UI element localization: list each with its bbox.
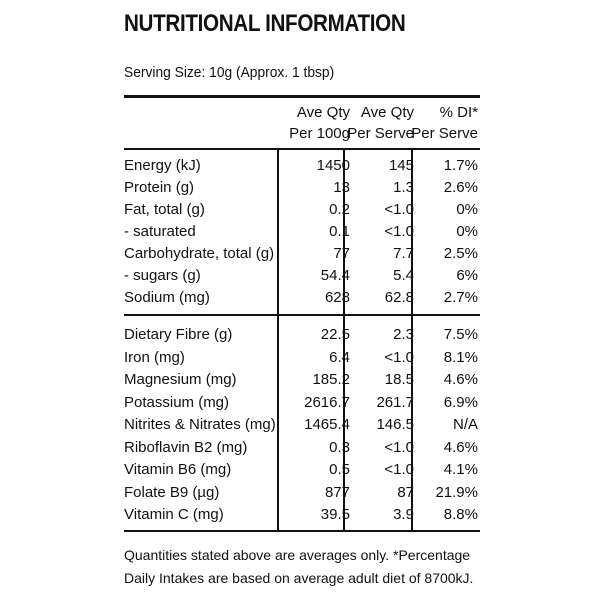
value-percent-di: 1.7% [443,157,478,174]
col-header-di: % DI* Per Serve [411,104,478,142]
value-per-serve: <1.0 [384,438,414,456]
nutrient-name: Nitrites & Nitrates (mg) [124,416,276,433]
value-percent-di: 8.8% [443,506,478,523]
value-per-serve: 5.4 [393,267,414,284]
nutrient-name: Carbohydrate, total (g) [124,245,275,262]
value-per-serve: <1.0 [384,348,414,366]
value-per-serve: 1.3 [393,179,414,196]
nutrient-row [124,504,480,526]
value-per-serve: 261.7 [376,393,414,411]
nutrient-name: Protein (g) [124,179,195,196]
value-per-100g: 2616.7 [304,393,350,411]
serving-size: Serving Size: 10g (Approx. 1 tbsp) [124,64,335,81]
nutrient-name: - saturated [124,223,196,240]
nutrient-row [124,482,480,504]
nutrient-row [124,392,480,414]
value-per-serve: 2.3 [393,326,414,343]
value-percent-di: 8.1% [443,348,478,366]
value-per-100g: 0.2 [329,201,350,218]
value-percent-di: 0% [456,223,478,240]
value-per-100g: 54.4 [320,267,350,284]
value-per-serve: 3.9 [393,506,414,523]
value-percent-di: N/A [452,416,478,433]
value-per-serve: 146.5 [376,416,414,433]
value-percent-di: 2.7% [443,289,478,306]
col-header-per-serve: Ave Qty Per Serve [347,104,414,142]
value-per-100g: 13 [333,179,350,196]
nutrient-row [124,177,480,199]
nutrient-name: Dietary Fibre (g) [124,326,233,343]
nutrient-name: Energy (kJ) [124,157,201,174]
value-percent-di: 6% [456,267,478,284]
value-per-100g: 1450 [316,157,350,174]
nutrient-name: Riboflavin B2 (mg) [124,438,248,456]
nutrient-row [124,265,480,287]
value-per-100g: 185.2 [312,371,350,388]
value-per-100g: 0.1 [329,223,350,240]
nutrient-name: Vitamin C (mg) [124,506,224,523]
value-per-serve: 62.8 [384,289,414,306]
nutrition-panel [124,0,480,600]
value-percent-di: 21.9% [435,483,478,501]
value-per-100g: 1465.4 [304,416,350,433]
footnote [124,544,480,590]
header-rule [124,148,480,150]
nutrient-row [124,369,480,391]
value-per-serve: 7.7 [393,245,414,262]
nutrient-name: Fat, total (g) [124,201,205,218]
nutrient-row [124,347,480,369]
footnote-line: Daily Intakes are based on average adult diet of 8700kJ. [124,570,474,586]
nutrient-name: Iron (mg) [124,348,185,366]
value-per-serve: 87 [397,483,414,501]
value-per-100g: 0.3 [329,438,350,456]
nutrient-row [124,287,480,309]
nutrient-row [124,459,480,481]
value-percent-di: 4.6% [443,371,478,388]
nutrient-row [124,155,480,177]
col-header-per-100g: Ave Qty Per 100g [289,104,350,142]
nutrient-row [124,221,480,243]
value-percent-di: 7.5% [443,326,478,343]
bottom-rule [124,530,480,532]
value-per-serve: 145 [388,157,414,174]
value-per-100g: 0.5 [329,461,350,478]
value-per-100g: 77 [333,245,350,262]
section-rule [124,314,480,316]
nutrient-row [124,414,480,436]
nutrient-name: Folate B9 (µg) [124,483,220,501]
value-per-100g: 39.5 [320,506,350,523]
nutrient-name: Sodium (mg) [124,289,210,306]
top-rule [124,95,480,98]
panel-title: NUTRITIONAL INFORMATION [124,10,406,37]
nutrient-name: - sugars (g) [124,267,201,284]
value-per-serve: <1.0 [384,201,414,218]
value-percent-di: 4.6% [443,438,478,456]
value-per-100g: 628 [324,289,350,306]
nutrient-row [124,437,480,459]
value-per-100g: 877 [324,483,350,501]
value-per-serve: 18.5 [384,371,414,388]
value-percent-di: 2.6% [443,179,478,196]
footnote-line: Quantities stated above are averages only. *Percentage [124,547,471,563]
nutrient-name: Vitamin B6 (mg) [124,461,232,478]
nutrient-row [124,324,480,346]
nutrient-row [124,243,480,265]
value-per-serve: <1.0 [384,223,414,240]
nutrient-name: Potassium (mg) [124,393,230,411]
value-per-100g: 22.5 [320,326,350,343]
value-percent-di: 6.9% [443,393,478,411]
value-percent-di: 4.1% [443,461,478,478]
value-percent-di: 0% [456,201,478,218]
value-per-serve: <1.0 [384,461,414,478]
value-percent-di: 2.5% [443,245,478,262]
nutrient-row [124,199,480,221]
value-per-100g: 6.4 [329,348,350,366]
nutrient-name: Magnesium (mg) [124,371,237,388]
